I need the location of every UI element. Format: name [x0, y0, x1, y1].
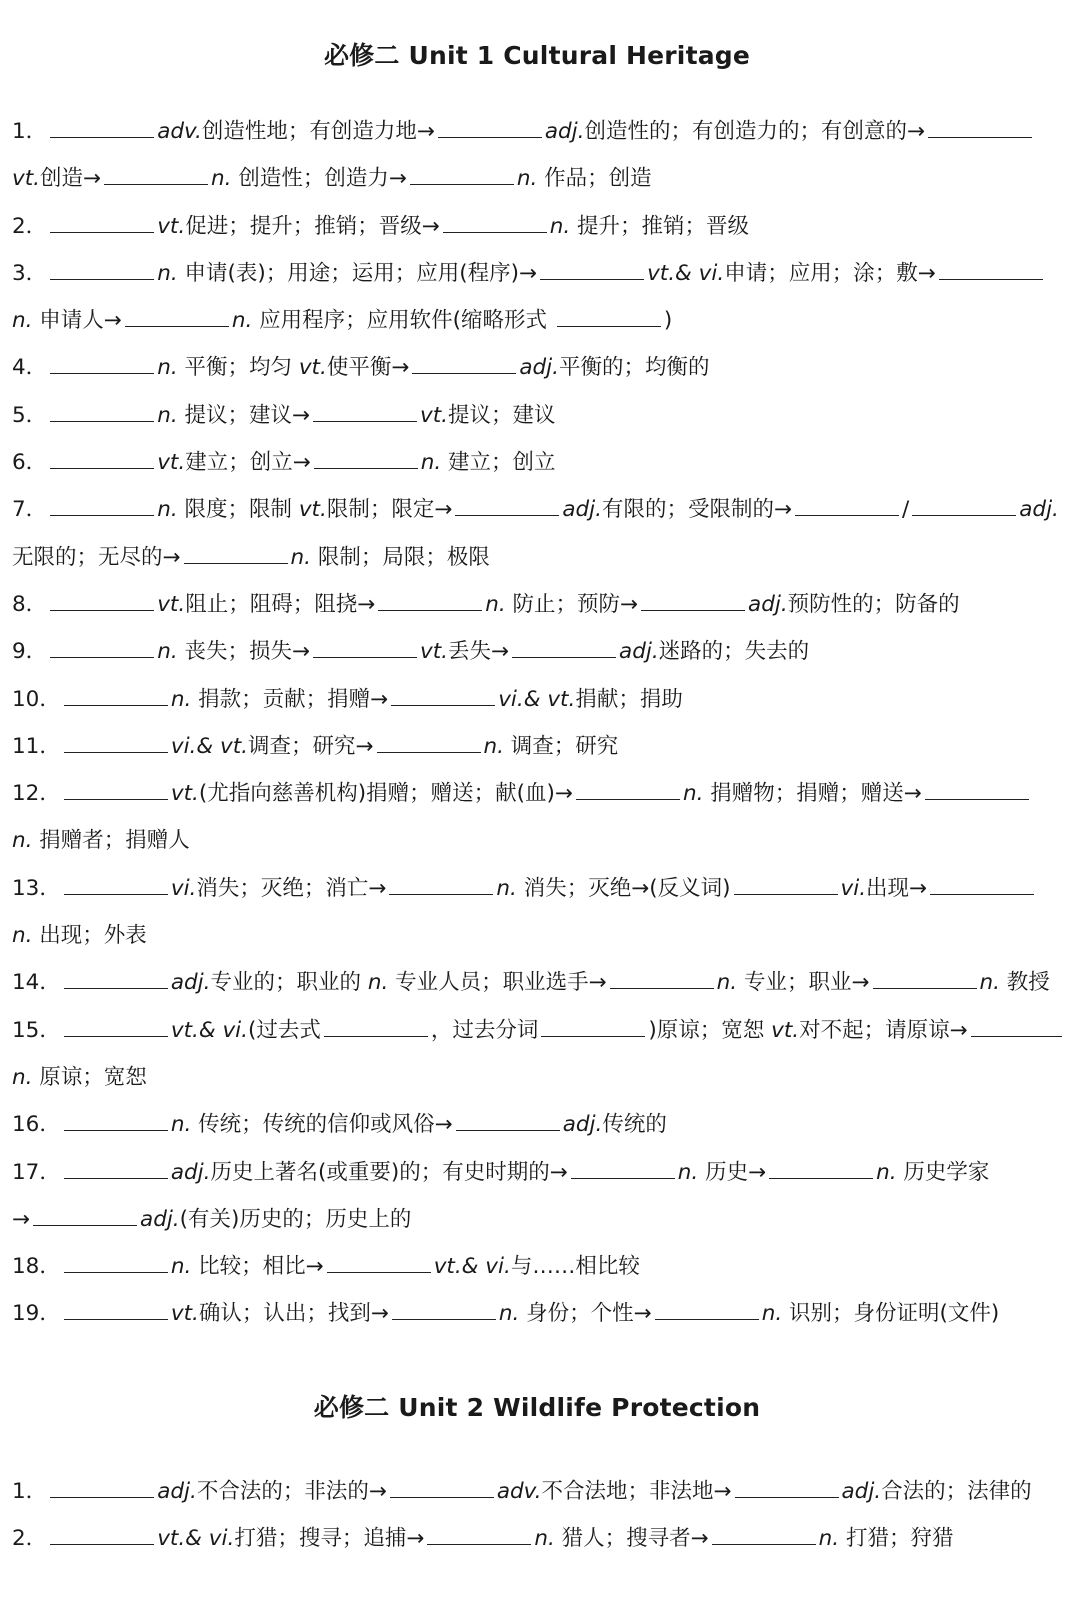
vocab-line — [12, 628, 1062, 675]
answer-blank[interactable] — [50, 117, 154, 138]
answer-blank[interactable] — [512, 637, 616, 658]
answer-blank[interactable] — [64, 1110, 168, 1131]
answer-blank[interactable] — [734, 874, 838, 895]
answer-blank[interactable] — [571, 1158, 675, 1179]
answer-blank[interactable] — [64, 779, 168, 800]
part-of-speech: vt. — [157, 450, 186, 476]
answer-blank[interactable] — [557, 306, 661, 327]
part-of-speech: n. — [498, 1301, 520, 1327]
part-of-speech: vt. — [170, 1301, 199, 1327]
unit1-title: 必修二 Unit 1 Cultural Heritage — [323, 41, 751, 70]
part-of-speech: n. — [677, 1159, 699, 1185]
unit2-vocab-list — [12, 1468, 1062, 1563]
vocab-text: 身份；个性→ — [519, 1301, 652, 1327]
vocab-text: 调查；研究 — [503, 733, 619, 759]
vocab-text: 作品；创造 — [537, 166, 652, 192]
vocab-text: 比较；相比→ — [191, 1254, 324, 1280]
vocab-text: 丢失→ — [448, 639, 510, 665]
answer-blank[interactable] — [50, 401, 154, 422]
vocab-text: 平衡；均匀 — [177, 355, 299, 381]
vocab-text: 捐赠物；捐赠；赠送→ — [703, 781, 922, 807]
vocab-line — [12, 439, 1062, 486]
part-of-speech: vi. — [840, 875, 867, 901]
vocab-line — [12, 534, 1062, 581]
vocab-line — [12, 155, 1062, 202]
vocab-text: 迷路的；失去的 — [658, 639, 810, 665]
part-of-speech: n. — [761, 1301, 783, 1327]
part-of-speech: n. — [979, 970, 1000, 996]
answer-blank[interactable] — [125, 306, 229, 327]
vocab-text: 丧失；损失→ — [177, 639, 311, 665]
vocab-text: 11． — [12, 733, 61, 759]
vocab-text: 捐献；捐助 — [575, 686, 683, 712]
vocab-line — [12, 676, 1062, 723]
part-of-speech: n. — [367, 970, 389, 996]
vocab-line — [12, 581, 1062, 628]
vocab-line — [12, 1468, 1062, 1515]
vocab-text: / — [902, 497, 910, 523]
vocab-line — [12, 723, 1062, 770]
vocab-text: 调查；研究→ — [247, 733, 374, 759]
vocab-text: (过去式 — [247, 1017, 321, 1043]
vocab-text: 4． — [12, 355, 48, 381]
vocab-text: 专业的；职业的 — [210, 970, 368, 996]
part-of-speech: vt.& vi. — [170, 1017, 248, 1043]
answer-blank[interactable] — [50, 353, 154, 374]
vocab-text: 申请；应用；涂；敷→ — [724, 260, 936, 286]
part-of-speech: vi.& vt. — [170, 733, 248, 759]
answer-blank[interactable] — [655, 1299, 759, 1320]
part-of-speech: adj. — [841, 1478, 882, 1504]
vocab-line — [12, 1007, 1062, 1054]
vocab-text: 10． — [12, 686, 61, 712]
vocab-line — [12, 1149, 1062, 1196]
answer-blank[interactable] — [610, 968, 714, 989]
vocab-text: 与……相比较 — [510, 1254, 640, 1280]
answer-blank[interactable] — [50, 495, 154, 516]
part-of-speech: n. — [534, 1526, 555, 1552]
vocab-text: 打猎；搜寻；追捕→ — [234, 1526, 425, 1552]
vocab-text: ，过去分词 — [430, 1017, 539, 1043]
answer-blank[interactable] — [50, 1524, 154, 1545]
vocab-text: 7． — [12, 497, 48, 523]
vocab-line — [12, 486, 1062, 533]
answer-blank[interactable] — [390, 1477, 494, 1498]
part-of-speech: n. — [157, 260, 178, 286]
vocab-text: (有关)历史的；历史上的 — [179, 1206, 412, 1232]
part-of-speech: vt. — [298, 497, 327, 523]
vocab-text: 教授 — [999, 970, 1050, 996]
part-of-speech: vt. — [12, 166, 40, 192]
vocab-line — [12, 817, 1062, 864]
vocab-text: 创造→ — [40, 166, 102, 192]
part-of-speech: vt. — [170, 781, 199, 807]
answer-blank[interactable] — [64, 732, 168, 753]
answer-blank[interactable] — [971, 1016, 1062, 1037]
part-of-speech: adj. — [1019, 497, 1059, 523]
vocab-text: 原谅；宽恕 — [32, 1064, 147, 1090]
answer-blank[interactable] — [50, 590, 154, 611]
part-of-speech: n. — [420, 450, 442, 476]
answer-blank[interactable] — [712, 1524, 816, 1545]
answer-blank[interactable] — [64, 1016, 168, 1037]
vocab-text: 捐款；贡献；捐赠→ — [191, 686, 389, 712]
vocab-text: 14． — [12, 970, 61, 996]
part-of-speech: vi. — [170, 875, 197, 901]
vocab-line — [12, 1196, 1062, 1243]
answer-blank[interactable] — [389, 874, 493, 895]
vocab-text: 19． — [12, 1301, 61, 1327]
vocab-text: 平衡的；均衡的 — [558, 355, 710, 381]
answer-blank[interactable] — [391, 685, 495, 706]
vocab-text: 5． — [12, 402, 48, 428]
vocab-text: 出现→ — [866, 875, 928, 901]
vocab-text: 申请(表)；用途；运用；应用(程序)→ — [177, 260, 538, 286]
vocab-text: 1． — [12, 119, 48, 144]
answer-blank[interactable] — [327, 1252, 431, 1273]
vocab-line — [12, 1515, 1062, 1562]
part-of-speech: n. — [516, 166, 538, 192]
vocab-text: 建立；创立 — [441, 450, 556, 476]
vocab-text: 9． — [12, 639, 48, 665]
vocab-text: 猎人；搜寻者→ — [554, 1526, 709, 1552]
vocab-text: 促进；提升；推销；晋级→ — [185, 213, 440, 239]
part-of-speech: adj. — [170, 970, 211, 996]
part-of-speech: n. — [818, 1526, 840, 1552]
vocab-text: 不合法的；非法的→ — [196, 1478, 387, 1504]
part-of-speech: n. — [12, 828, 33, 854]
part-of-speech: adj. — [562, 497, 602, 523]
answer-blank[interactable] — [456, 1110, 560, 1131]
part-of-speech: adj. — [170, 1159, 211, 1185]
vocab-text: 合法的；法律的 — [881, 1478, 1032, 1504]
vocab-text: 6． — [12, 450, 48, 476]
vocab-text: 消失；灭绝→(反义词) — [516, 875, 731, 901]
answer-blank[interactable] — [377, 732, 481, 753]
part-of-speech: adj. — [157, 1478, 197, 1504]
answer-blank[interactable] — [576, 779, 680, 800]
part-of-speech: vt. — [298, 355, 327, 381]
vocab-text: 打猎；狩猎 — [839, 1526, 954, 1552]
part-of-speech: n. — [157, 497, 178, 523]
vocab-text: 历史上著名(或重要)的；有史时期的→ — [210, 1159, 568, 1185]
answer-blank[interactable] — [33, 1205, 137, 1226]
vocab-text: 2． — [12, 1526, 48, 1552]
part-of-speech: adj. — [748, 591, 788, 617]
vocab-text: 1． — [12, 1478, 48, 1504]
answer-blank[interactable] — [104, 164, 208, 185]
vocab-text: 阻止；阻碍；阻挠→ — [185, 591, 376, 617]
vocab-text: 预防性的；防备的 — [787, 591, 960, 617]
answer-blank[interactable] — [873, 968, 977, 989]
answer-blank[interactable] — [50, 637, 154, 658]
answer-blank[interactable] — [438, 117, 542, 138]
vocab-text: 使平衡→ — [326, 355, 410, 381]
answer-blank[interactable] — [314, 448, 418, 469]
vocab-text: (尤指向慈善机构)捐赠；赠送；献(血)→ — [198, 781, 573, 807]
answer-blank[interactable] — [313, 637, 417, 658]
vocab-text: 捐赠者；捐赠人 — [32, 828, 190, 854]
vocab-text: 限度；限制 — [177, 497, 299, 523]
vocab-text: 18． — [12, 1254, 61, 1280]
part-of-speech: adj. — [140, 1206, 180, 1232]
vocab-text: 申请人→ — [32, 308, 122, 334]
vocab-text: 16． — [12, 1112, 61, 1138]
answer-blank[interactable] — [641, 590, 745, 611]
vocab-text: → — [12, 1206, 31, 1232]
answer-blank[interactable] — [64, 1252, 168, 1273]
answer-blank[interactable] — [50, 1477, 154, 1498]
part-of-speech: n. — [170, 1112, 192, 1138]
answer-blank[interactable] — [541, 1016, 645, 1037]
part-of-speech: vt. — [157, 591, 186, 617]
answer-blank[interactable] — [928, 117, 1032, 138]
vocab-line — [12, 108, 1062, 155]
answer-blank[interactable] — [50, 448, 154, 469]
vocab-text: 专业人员；职业选手→ — [388, 970, 607, 996]
part-of-speech: n. — [549, 213, 571, 239]
part-of-speech: n. — [485, 591, 506, 617]
vocab-line — [12, 392, 1062, 439]
answer-blank[interactable] — [427, 1524, 531, 1545]
vocab-text: 历史学家 — [896, 1159, 990, 1185]
vocab-text: 消失；灭绝；消亡→ — [196, 875, 387, 901]
part-of-speech: adj. — [619, 639, 659, 665]
part-of-speech: vt.& vi. — [157, 1526, 235, 1552]
vocab-text: 防止；预防→ — [505, 591, 639, 617]
part-of-speech: vt. — [157, 213, 186, 239]
vocab-text: 对不起；请原谅→ — [799, 1017, 968, 1043]
vocab-text: 13． — [12, 875, 61, 901]
answer-blank[interactable] — [930, 874, 1034, 895]
vocab-text: 3． — [12, 260, 48, 286]
vocab-text: 传统；传统的信仰或风俗→ — [191, 1112, 453, 1138]
part-of-speech: n. — [876, 1159, 897, 1185]
part-of-speech: adv. — [496, 1478, 542, 1504]
part-of-speech: n. — [682, 781, 704, 807]
vocab-text: 建立；创立→ — [185, 450, 311, 476]
vocab-text: ) — [663, 308, 673, 334]
vocab-line — [12, 912, 1062, 959]
answer-blank[interactable] — [540, 259, 644, 280]
answer-blank[interactable] — [50, 259, 154, 280]
answer-blank[interactable] — [925, 779, 1029, 800]
answer-blank[interactable] — [313, 401, 417, 422]
part-of-speech: adj. — [544, 119, 585, 144]
answer-blank[interactable] — [184, 543, 288, 564]
answer-blank[interactable] — [324, 1016, 428, 1037]
vocab-text: 无限的；无尽的→ — [12, 544, 181, 570]
part-of-speech: n. — [157, 402, 178, 428]
vocab-line — [12, 1290, 1062, 1337]
vocab-line — [12, 297, 1062, 344]
part-of-speech: n. — [157, 639, 178, 665]
vocab-line — [12, 250, 1062, 297]
vocab-text: 有限的；受限制的→ — [601, 497, 792, 523]
part-of-speech: vt. — [771, 1017, 800, 1043]
answer-blank[interactable] — [939, 259, 1043, 280]
vocab-line — [12, 1101, 1062, 1148]
part-of-speech: adj. — [519, 355, 559, 381]
part-of-speech: vt. — [420, 402, 449, 428]
vocab-text: 不合法地；非法地→ — [541, 1478, 732, 1504]
vocab-text: 创造性；创造力→ — [231, 166, 407, 192]
vocab-text: 提议；建议→ — [177, 402, 311, 428]
answer-blank[interactable] — [795, 495, 899, 516]
vocab-text: 应用程序；应用软件(缩略形式 — [252, 308, 554, 334]
answer-blank[interactable] — [64, 874, 168, 895]
answer-blank[interactable] — [410, 164, 514, 185]
answer-blank[interactable] — [455, 495, 559, 516]
vocab-line — [12, 344, 1062, 391]
answer-blank[interactable] — [392, 1299, 496, 1320]
unit1-vocab-list — [12, 108, 1062, 1338]
answer-blank[interactable] — [50, 212, 154, 233]
part-of-speech: n. — [211, 166, 232, 192]
part-of-speech: n. — [716, 970, 738, 996]
answer-blank[interactable] — [769, 1158, 873, 1179]
answer-blank[interactable] — [64, 685, 168, 706]
vocab-text: 确认；认出；找到→ — [198, 1301, 389, 1327]
vocab-text: 限制；限定→ — [326, 497, 453, 523]
vocab-text: 创造性地；有创造力地→ — [201, 119, 435, 144]
vocab-text: 限制；局限；极限 — [310, 544, 490, 570]
part-of-speech: adv. — [157, 119, 202, 144]
part-of-speech: n. — [157, 355, 178, 381]
vocab-line — [12, 865, 1062, 912]
vocab-text: 提议；建议 — [448, 402, 556, 428]
part-of-speech: vt.& vi. — [433, 1254, 511, 1280]
vocab-text: )原谅；宽恕 — [648, 1017, 772, 1043]
vocab-text: 8． — [12, 591, 48, 617]
vocab-line — [12, 1054, 1062, 1101]
part-of-speech: n. — [170, 1254, 192, 1280]
answer-blank[interactable] — [64, 1299, 168, 1320]
answer-blank[interactable] — [64, 1158, 168, 1179]
vocab-text: 2． — [12, 213, 48, 239]
vocab-text: 出现；外表 — [32, 923, 147, 949]
vocab-text: 识别；身份证明(文件) — [782, 1301, 1000, 1327]
vocab-line — [12, 770, 1062, 817]
answer-blank[interactable] — [378, 590, 482, 611]
answer-blank[interactable] — [735, 1477, 839, 1498]
part-of-speech: n. — [231, 308, 253, 334]
vocab-text: 历史→ — [698, 1159, 767, 1185]
vocab-line — [12, 1243, 1062, 1290]
vocab-line — [12, 203, 1062, 250]
answer-blank[interactable] — [912, 495, 1016, 516]
vocab-text: 传统的 — [602, 1112, 667, 1138]
part-of-speech: n. — [12, 1064, 33, 1090]
vocab-line — [12, 959, 1062, 1006]
part-of-speech: n. — [496, 875, 517, 901]
part-of-speech: vi.& vt. — [498, 686, 576, 712]
part-of-speech: n. — [483, 733, 504, 759]
vocab-text: 12． — [12, 781, 61, 807]
vocab-text: 17． — [12, 1159, 61, 1185]
answer-blank[interactable] — [443, 212, 547, 233]
vocab-text: 提升；推销；晋级 — [570, 213, 750, 239]
unit2-title: 必修二 Unit 2 Wildlife Protection — [313, 1392, 761, 1422]
part-of-speech: n. — [12, 308, 33, 334]
vocab-text: 创造性的；有创造力的；有创意的→ — [584, 119, 926, 144]
part-of-speech: n. — [290, 544, 311, 570]
vocab-text: 专业；职业→ — [737, 970, 870, 996]
answer-blank[interactable] — [64, 968, 168, 989]
part-of-speech: adj. — [562, 1112, 603, 1138]
answer-blank[interactable] — [412, 353, 516, 374]
part-of-speech: n. — [170, 686, 192, 712]
part-of-speech: n. — [12, 923, 33, 949]
part-of-speech: vt. — [420, 639, 449, 665]
part-of-speech: vt.& vi. — [647, 260, 725, 286]
vocab-text: 15． — [12, 1017, 61, 1043]
